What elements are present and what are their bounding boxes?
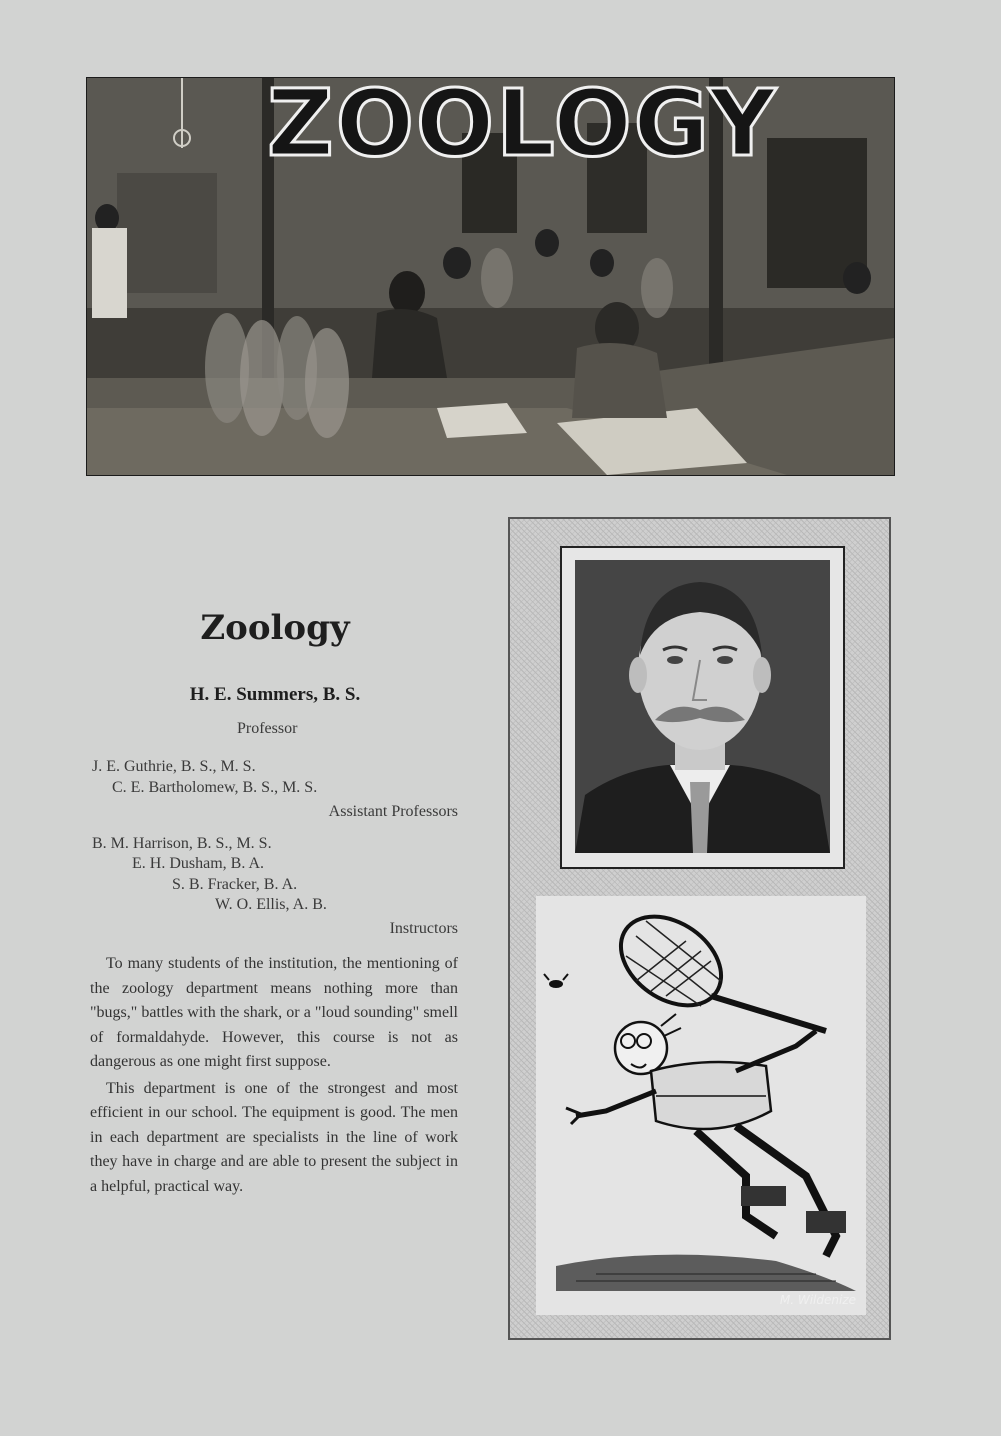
instructor-2: E. H. Dusham, B. A.	[132, 855, 264, 872]
laboratory-photo	[86, 77, 895, 476]
cartoon-signature: M. Wildenize	[779, 1293, 856, 1307]
instructors-role: Instructors	[389, 920, 458, 937]
professor-portrait	[575, 560, 830, 853]
butterfly-net-cartoon	[536, 896, 866, 1315]
page-title: Zoology	[200, 608, 350, 648]
body-text	[90, 952, 458, 1199]
professor-role: Professor	[237, 720, 298, 737]
professor-name: H. E. Summers, B. S.	[189, 684, 361, 705]
assistant-professor-2: C. E. Bartholomew, B. S., M. S.	[112, 779, 318, 796]
instructor-4: W. O. Ellis, A. B.	[215, 896, 327, 913]
instructor-1: B. M. Harrison, B. S., M. S.	[92, 835, 272, 852]
banner-title: ZOOLOGY	[267, 77, 778, 177]
portrait-drawing	[575, 560, 830, 853]
paragraph-2: This department is one of the strongest and most efficient in our school. The equipment is good. The men in each department are specialists in the line of work they have in charge and are able to present the subject in a helpful, practical way.	[90, 1079, 458, 1195]
instructor-3: S. B. Fracker, B. A.	[172, 876, 298, 893]
assistant-professor-1: J. E. Guthrie, B. S., M. S.	[92, 758, 256, 775]
cartoon-drawing	[536, 896, 866, 1315]
paragraph-1: To many students of the institution, the mentioning of the zoology department means nothing more than "bugs," battles with the shark, or a "loud sounding" smell of formaldahyde. However, this course is not as dangerous as one might first suppose.	[90, 955, 458, 1070]
assistant-professors-role: Assistant Professors	[328, 803, 458, 820]
